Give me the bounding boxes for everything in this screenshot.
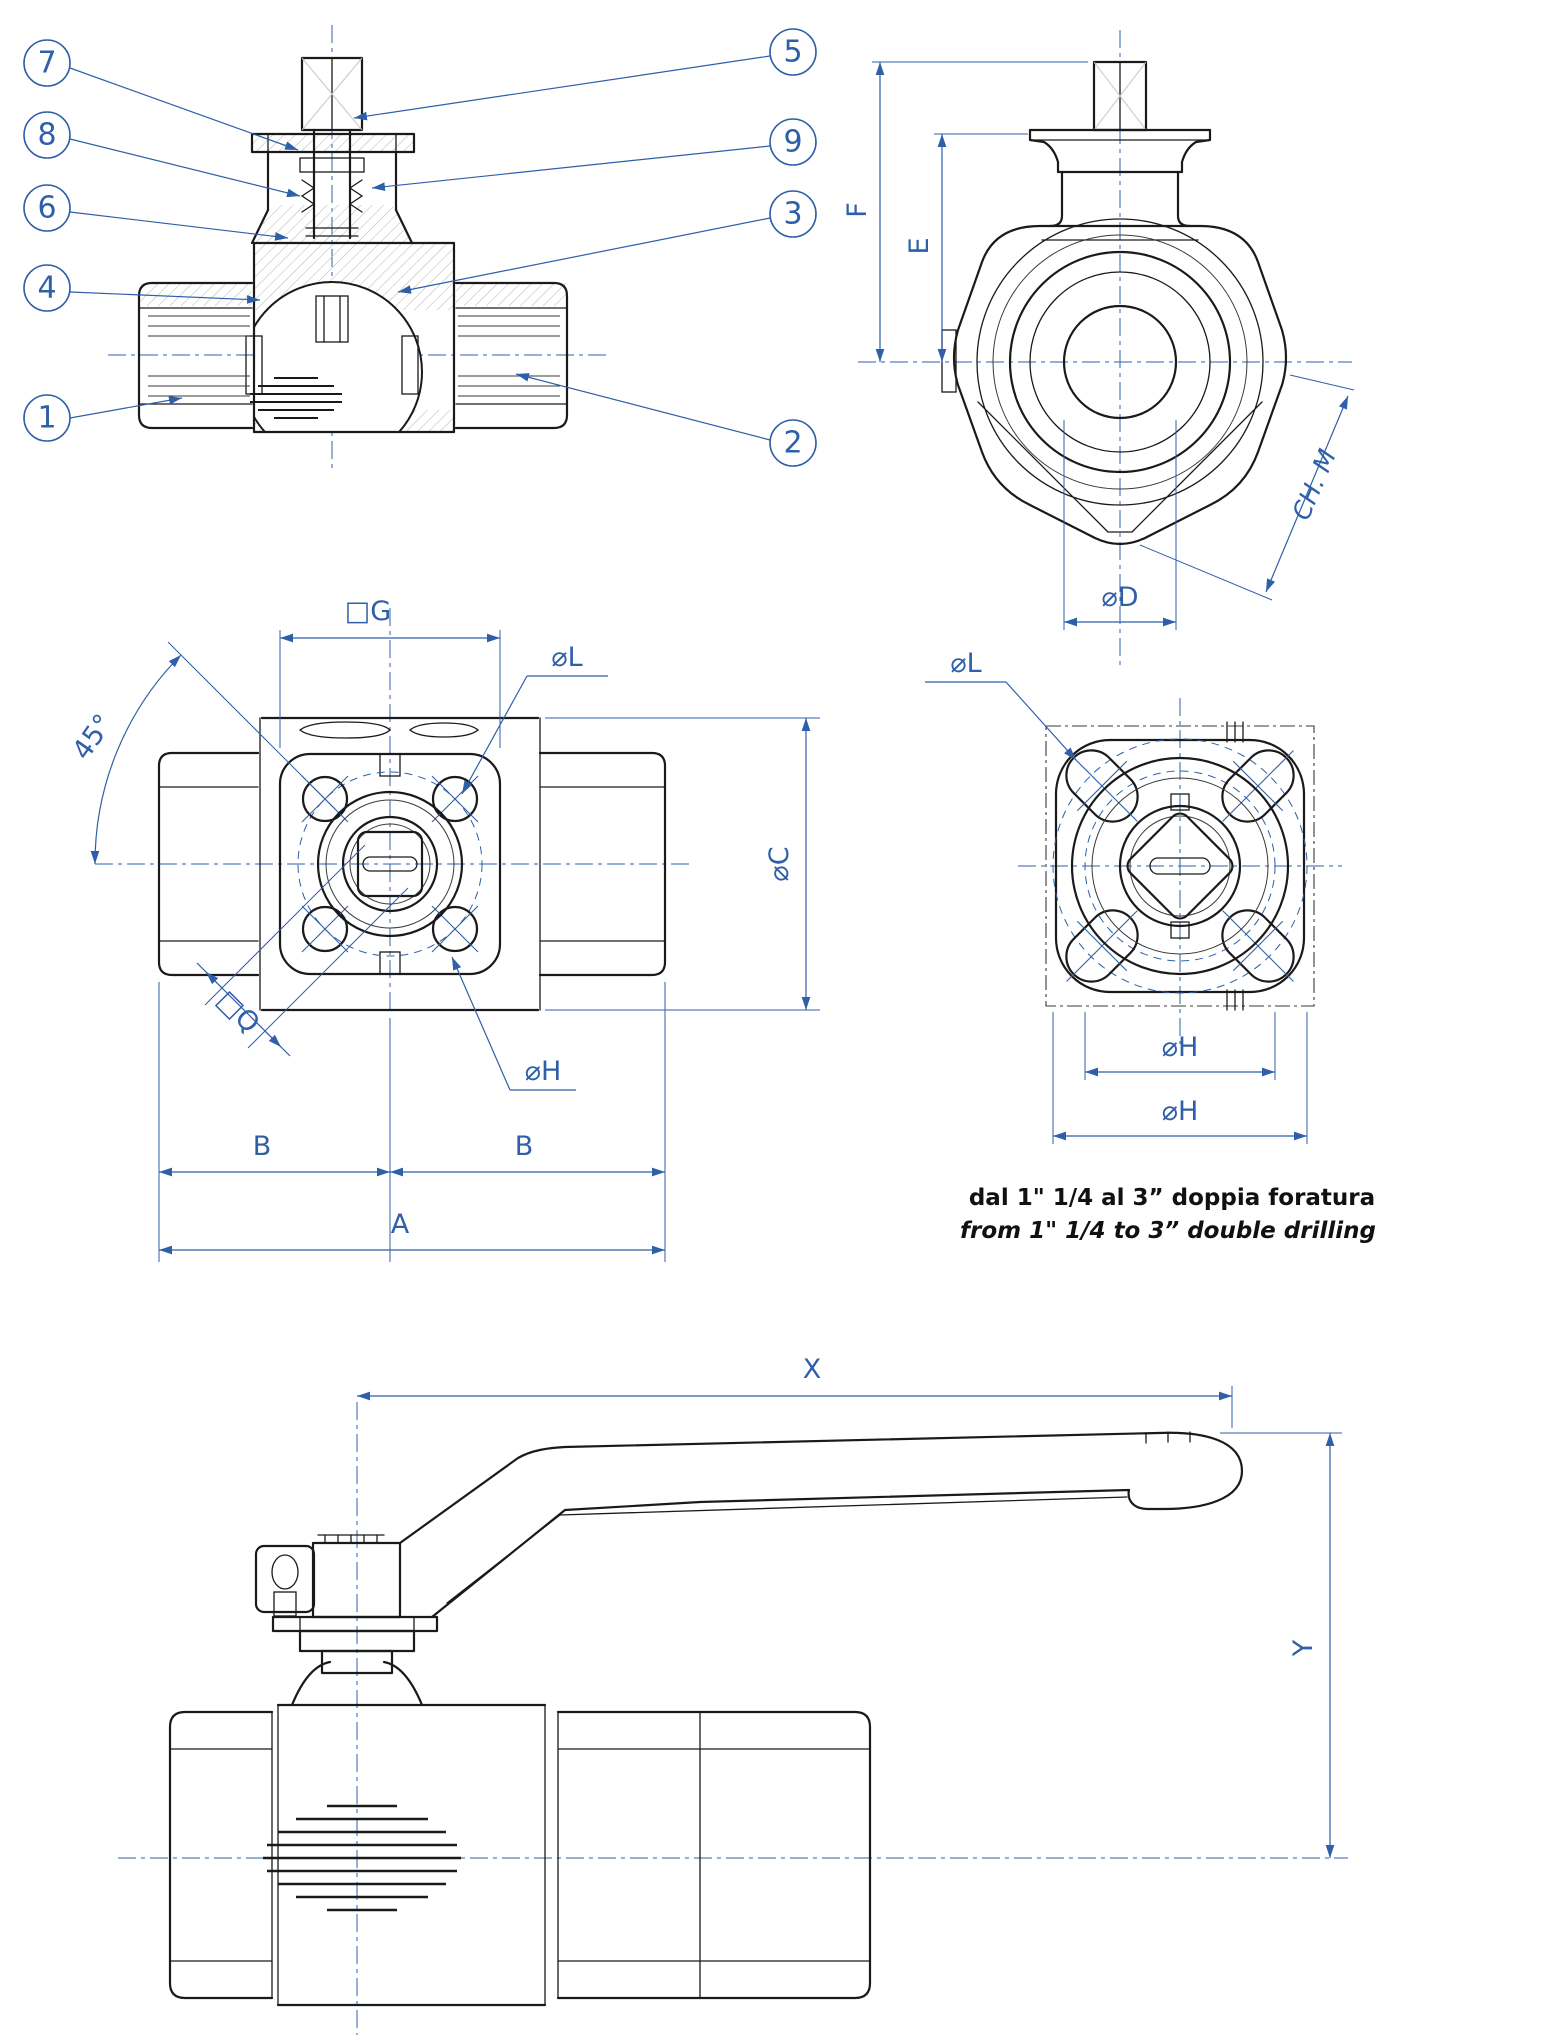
dim-label-45: 45° xyxy=(66,708,120,766)
top-slot-left xyxy=(300,722,390,738)
flange-detail-view xyxy=(925,648,1376,1244)
callout-6-label: 6 xyxy=(37,190,57,226)
leader-l2 xyxy=(1006,682,1076,760)
dim-label-g: □G xyxy=(344,596,392,627)
ext-chm-2 xyxy=(1140,545,1272,600)
end-view xyxy=(842,30,1354,668)
hatch-gland-plate xyxy=(252,134,414,152)
note-english: from 1" 1/4 to 3” double drilling xyxy=(960,1218,1376,1244)
dim-label-e: E xyxy=(904,237,935,255)
handle-view xyxy=(118,1354,1348,2035)
dim-label-chm: CH. M xyxy=(1286,445,1342,525)
hatch-right-cap xyxy=(456,283,567,306)
hatch-left-cap xyxy=(139,283,252,306)
dim-label-l2: ⌀L xyxy=(950,648,982,679)
dim-label-x: X xyxy=(802,1354,822,1385)
lock-tab xyxy=(256,1546,314,1612)
callout-3-label: 3 xyxy=(783,196,803,232)
dim-label-q: □Q xyxy=(210,984,266,1040)
dim-label-c: ⌀C xyxy=(764,846,795,882)
gland-washer xyxy=(273,1617,437,1631)
left-cap-threads xyxy=(148,316,250,396)
right-cap xyxy=(558,1712,870,1998)
callout-8-label: 8 xyxy=(37,117,57,153)
leader-l xyxy=(462,676,527,794)
callout-1-label: 1 xyxy=(37,400,57,436)
ray-45 xyxy=(168,642,336,810)
dim-label-l: ⌀L xyxy=(551,642,583,673)
lever-handle xyxy=(400,1433,1242,1617)
dim-q-arrow-2 xyxy=(265,1031,281,1047)
right-cap-threads xyxy=(458,316,560,396)
left-cap xyxy=(170,1712,272,1998)
dim-label-b1: B xyxy=(252,1131,272,1162)
dim-label-b2: B xyxy=(514,1131,534,1162)
flow-mark xyxy=(263,1806,461,1910)
dim-label-dd: ⌀D xyxy=(1101,582,1139,613)
top-slot-right xyxy=(410,723,478,737)
lever-inner-line xyxy=(447,1497,1127,1603)
callout-7-label: 7 xyxy=(37,45,57,81)
callout-2-label: 2 xyxy=(783,425,803,461)
arc-45 xyxy=(95,655,181,864)
leader-h xyxy=(452,957,510,1090)
callout-4-label: 4 xyxy=(37,270,57,306)
callout-9-label: 9 xyxy=(783,124,803,160)
section-view xyxy=(24,25,816,470)
dim-label-y: Y xyxy=(1288,1639,1319,1657)
ext-chm-1 xyxy=(1290,375,1354,390)
dim-label-h: ⌀H xyxy=(524,1056,562,1087)
note-italian: dal 1" 1/4 al 3” doppia foratura xyxy=(968,1185,1376,1211)
dim-label-h1: ⌀H xyxy=(1161,1032,1199,1063)
ext-q-1 xyxy=(205,845,365,1005)
lock-hole xyxy=(272,1555,298,1589)
handle-base-ribs xyxy=(318,1535,384,1543)
hatch-neck xyxy=(252,205,412,243)
dim-label-h2: ⌀H xyxy=(1161,1096,1199,1127)
dim-label-a: A xyxy=(390,1209,410,1240)
callout-5-label: 5 xyxy=(783,34,803,70)
dim-label-f: F xyxy=(842,202,873,218)
plan-view xyxy=(67,596,820,1262)
ext-q-2 xyxy=(248,888,408,1048)
